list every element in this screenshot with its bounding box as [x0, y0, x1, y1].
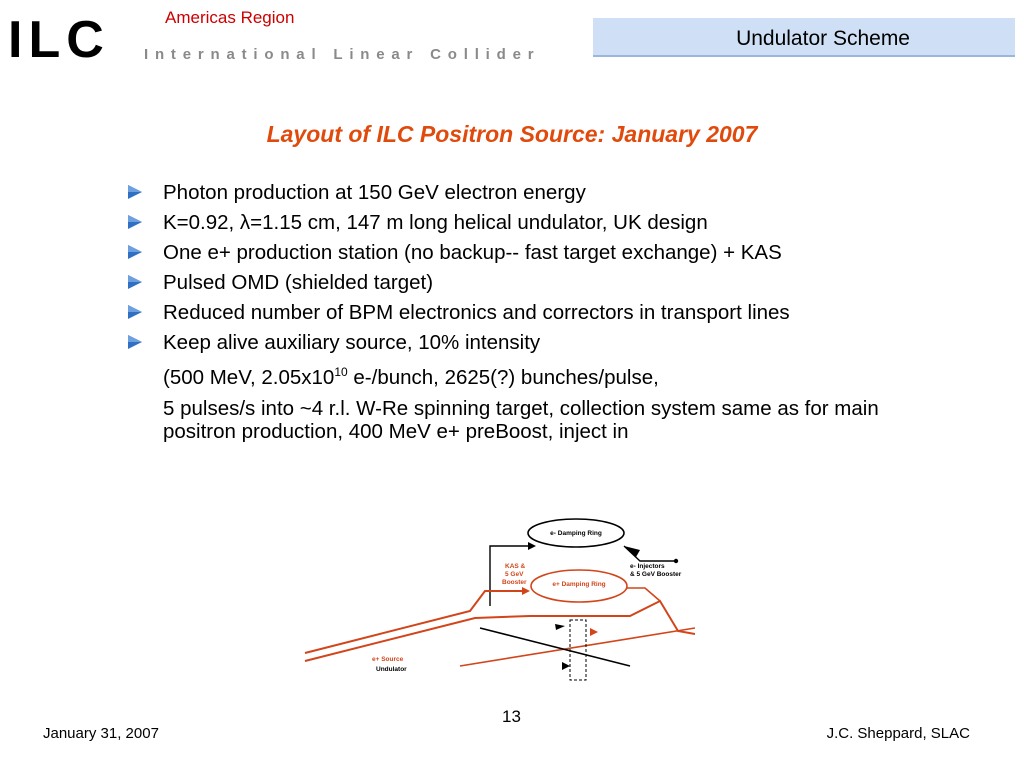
positron-crossing-line — [460, 628, 695, 666]
e-plus-ring-label: e+ Damping Ring — [552, 581, 606, 588]
footer-date: January 31, 2007 — [43, 725, 159, 742]
bullet-arrow-icon — [127, 184, 143, 200]
electron-crossing-line — [480, 628, 630, 666]
region-label: Americas Region — [165, 8, 295, 27]
positron-main-line — [305, 591, 528, 653]
bullet-list — [123, 181, 903, 451]
injector-label: & 5 GeV Booster — [630, 571, 682, 578]
arrow-icon — [522, 587, 530, 595]
bullet-arrow-icon — [127, 244, 143, 260]
bullet-item — [123, 331, 903, 354]
ilc-logo: ILC — [8, 11, 110, 69]
page-number: 13 — [502, 707, 521, 726]
source-label: e+ Source — [372, 656, 404, 663]
bullet-continuation-1 — [123, 361, 903, 389]
bullet-text: Photon production at 150 GeV electron energy — [163, 181, 586, 204]
e-minus-ring-label: e- Damping Ring — [550, 530, 602, 537]
arrow-icon — [528, 542, 536, 550]
kas-label: Booster — [502, 579, 527, 586]
footer-author: J.C. Sheppard, SLAC — [826, 725, 970, 742]
arrow-icon — [624, 546, 640, 557]
injector-label: e- Injectors — [630, 563, 665, 570]
bullet-arrow-icon — [127, 304, 143, 320]
bullet-item — [123, 241, 903, 264]
bullet-item — [123, 181, 903, 204]
bullet-arrow-icon — [127, 334, 143, 350]
kas-label: KAS & — [505, 563, 526, 570]
logo-subtitle: International Linear Collider — [144, 46, 541, 63]
bullet-text: One e+ production station (no backup-- fast target exchange) + KAS — [163, 241, 782, 264]
section-title: Undulator Scheme — [736, 27, 910, 50]
exponent: 10 — [334, 365, 348, 379]
bullet-text: K=0.92, λ=1.15 cm, 147 m long helical undulator, UK design — [163, 211, 708, 234]
bullet-item — [123, 271, 903, 294]
positron-main-line-2 — [305, 601, 695, 661]
section-title-box — [593, 18, 1015, 57]
bullet-continuation-2: 5 pulses/s into ~4 r.l. W-Re spinning target, collection system same as for main positron production, 400 MeV e+ preBoost, inject in — [163, 396, 879, 443]
bullet-text: Keep alive auxiliary source, 10% intensity — [163, 331, 541, 354]
interaction-region-box — [570, 620, 586, 680]
arrow-icon — [555, 624, 565, 630]
slide-title: Layout of ILC Positron Source: January 2007 — [266, 121, 758, 147]
source-label: Undulator — [376, 666, 407, 673]
bullet-arrow-icon — [127, 274, 143, 290]
injector-dot — [674, 559, 678, 563]
arrow-icon — [590, 628, 598, 636]
positron-source-layout-diagram — [300, 516, 695, 691]
continuation-text: e-/bunch, 2625(?) bunches/pulse, — [347, 365, 659, 389]
arrow-icon — [562, 662, 570, 670]
bullet-arrow-icon — [127, 214, 143, 230]
bullet-text: Pulsed OMD (shielded target) — [163, 271, 434, 294]
bullet-item — [123, 211, 903, 234]
kas-label: 5 GeV — [505, 571, 524, 578]
continuation-text: (500 MeV, 2.05x10 — [163, 365, 335, 389]
bullet-item — [123, 301, 903, 324]
ring-return-line — [627, 588, 660, 601]
bullet-text: Reduced number of BPM electronics and correctors in transport lines — [163, 301, 790, 324]
